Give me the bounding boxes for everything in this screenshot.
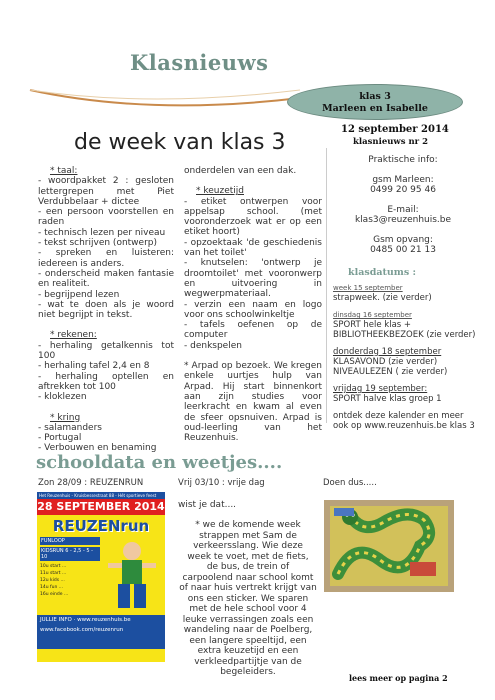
contact-line: gsm Marleen:: [372, 174, 434, 185]
list-item: - tekst schrijven (ontwerp): [38, 238, 158, 249]
text-line: extra keuzetijd en een: [197, 646, 299, 656]
list-item: - opzoektaak 'de geschiedenis van het toilet': [184, 237, 322, 259]
poster-line: 16u einde ...: [40, 592, 69, 597]
text-line: carpoolend naar school komt: [182, 572, 314, 583]
dates-heading: klasdatums :: [348, 267, 417, 278]
list-item: - Portugal: [38, 433, 82, 444]
list-item: - technisch lezen per niveau: [38, 227, 166, 238]
list-item: - een persoon voorstellen en raden: [38, 207, 174, 228]
date-text: SPORT hele klas + BIBLIOTHEEKBEZOEK (zie verder): [333, 320, 476, 340]
poster-logo: REUZENrun: [52, 517, 150, 535]
class-dates: [333, 283, 481, 431]
date-label: week 15 september: [333, 284, 403, 292]
text-line: wandeling naar de Poelberg,: [183, 625, 313, 635]
list-item: - kloklezen: [38, 392, 87, 403]
list-item: - begrijpend lezen: [38, 289, 120, 300]
list-item: - herhaling optellen en aftrekken tot 100: [38, 371, 174, 392]
column-2: [184, 166, 322, 443]
week-title: de week van klas 3: [74, 130, 286, 155]
date-text: SPORT halve klas groep 1: [333, 394, 442, 404]
text-line: een langere speeltijd, een: [189, 635, 307, 646]
contact-email[interactable]: klas3@reuzenhuis.be: [354, 215, 452, 225]
rekenen-heading: * rekenen:: [50, 330, 97, 341]
date-text: KLASAVOND (zie verder) NIVEAULEZEN ( zie verder): [333, 357, 448, 377]
poster-info: JULLIE INFO: [40, 617, 72, 623]
keuzetijd-heading: * keuzetijd: [196, 186, 244, 197]
caption-doen-dus: Doen dus.....: [323, 478, 377, 488]
masthead-title: Klasnieuws: [130, 50, 269, 75]
list-item: - herhaling tafel 2,4 en 8: [38, 361, 150, 372]
poster-row2: KIDSRUN 6 - 2,5 - 5 - 10: [40, 547, 100, 561]
contact-info: [333, 155, 473, 256]
list-item: - etiket ontwerpen voor appelsap school. (met vooronderzoek wat er op een etiket hoort): [184, 196, 322, 238]
contact-line: 0499 20 95 46: [370, 185, 436, 195]
list-item: - verzin een naam en logo voor ons schoolwinkeltje: [184, 299, 322, 320]
read-more-link[interactable]: lees meer op pagina 2: [349, 673, 448, 683]
issue-number: klasnieuws nr 2: [353, 137, 429, 147]
poster-facebook: www.facebook.com/reuzenrun: [40, 627, 124, 633]
list-item: - tafels oefenen op de computer: [184, 320, 322, 341]
caption-reuzenrun: Zon 28/09 : REUZENRUN: [38, 478, 144, 488]
list-item: - knutselen: 'ontwerp je droomtoilet' met vooronwerp en uitvoering in wegwerpmateriaal.: [184, 258, 322, 300]
list-item: - herhaling getalkennis tot 100: [38, 340, 174, 362]
wist-je-paragraph: [178, 520, 318, 678]
contact-heading: Praktische info:: [368, 155, 438, 165]
badge-teachers: Marleen en Isabelle: [322, 103, 428, 114]
poster-line: 11u start ...: [40, 571, 67, 576]
list-item: - Verbouwen en benaming: [38, 443, 157, 454]
masthead-swoosh: [0, 68, 300, 128]
list-item: - spreken en luisteren: iedereen is anders.: [38, 248, 174, 269]
caption-vrije-dag: Vrij 03/10 : vrije dag: [178, 478, 265, 488]
poster-row1: FUNLOOP: [40, 537, 100, 545]
list-item: - wat te doen als je woord niet begrijpt in tekst.: [38, 299, 174, 321]
arpad-paragraph: * Arpad op bezoek. We kregen enkele uurtjes hulp van Arpad. Hij start binnenkort aan zijn studies voor leerkracht en kwam al even de sfeer opsnuiven. Arpad is oud-leerling van het Reuzenhuis.: [184, 361, 322, 444]
poster-line: 10u start ...: [40, 564, 67, 569]
date-text: strapweek. (zie verder): [333, 293, 432, 303]
poster-line: 14u fun ...: [40, 585, 64, 590]
date-label: vrijdag 19 september:: [333, 384, 428, 394]
text-line: week te voet, met de fiets,: [187, 551, 309, 562]
snake-game-photo: [324, 500, 454, 592]
runner-kids-illustration: [100, 537, 164, 615]
list-item: - woordpakket 2 : gesloten lettergrepen met Piet Verdubbelaar + dictee: [38, 176, 174, 207]
text-line: ons een sticker. We sparen: [187, 593, 309, 604]
text-line: leuke verrassingen zoals een: [182, 614, 314, 625]
dates-footer: ontdek deze kalender en meer ook op www.reuzenhuis.be klas 3: [333, 411, 475, 431]
list-item: - onderscheid maken fantasie en realiteit.: [38, 268, 174, 290]
continuation-text: onderdelen van een dak.: [184, 166, 297, 176]
date-label: donderdag 18 september: [333, 347, 442, 357]
text-line: met de hele school voor 4: [189, 604, 307, 614]
poster-top: Het Reuzenhuis - Kruisbessestraat 88 - Hét sportieve feest: [37, 492, 165, 499]
issue-date: 12 september 2014: [341, 124, 449, 135]
text-line: de bus, de trein of: [206, 562, 290, 572]
kring-heading: * kring: [50, 412, 81, 423]
list-item: - denkspelen: [184, 340, 242, 351]
poster-date: 28 SEPTEMBER 2014: [37, 500, 165, 513]
text-line: begeleiders.: [220, 667, 276, 677]
text-line: verkeersslang. Wie deze: [193, 541, 303, 551]
poster-line: 12u kids ...: [40, 578, 65, 583]
class-badge: [287, 84, 463, 120]
column-divider: [326, 148, 327, 423]
text-line: verkleedpartijtje van de: [194, 656, 302, 667]
taal-heading: * taal:: [50, 166, 78, 176]
list-item: - salamanders: [38, 422, 102, 433]
reuzenrun-poster: Het Reuzenhuis - Kruisbessestraat 88 - Hét sportieve feest 28 SEPTEMBER 2014 REUZENrun FUNLOOP KIDSRUN 6 - 2,5 - 5 - 10 10u start ... 11u start ... 12u kids ... 14u fun ... 16u einde ... JULLIE INFO · www.reuzenhuis.be www.facebook.com/reuzenrun: [37, 492, 165, 662]
date-label: dinsdag 16 september: [333, 311, 412, 319]
badge-class: klas 3: [359, 91, 391, 102]
contact-line: E-mail:: [387, 204, 419, 215]
text-line: strappen met Sam de: [199, 530, 297, 541]
text-line: * we de komende week: [195, 520, 301, 530]
contact-line: 0485 00 21 13: [370, 245, 436, 255]
section-title: schooldata en weetjes....: [36, 452, 283, 473]
poster-web: www.reuzenhuis.be: [77, 617, 131, 623]
wist-je-dat: wist je dat....: [178, 500, 237, 510]
text-line: of naar huis vertrekt krijgt van: [179, 583, 317, 593]
contact-line: Gsm opvang:: [373, 234, 433, 245]
column-1: [38, 166, 174, 454]
